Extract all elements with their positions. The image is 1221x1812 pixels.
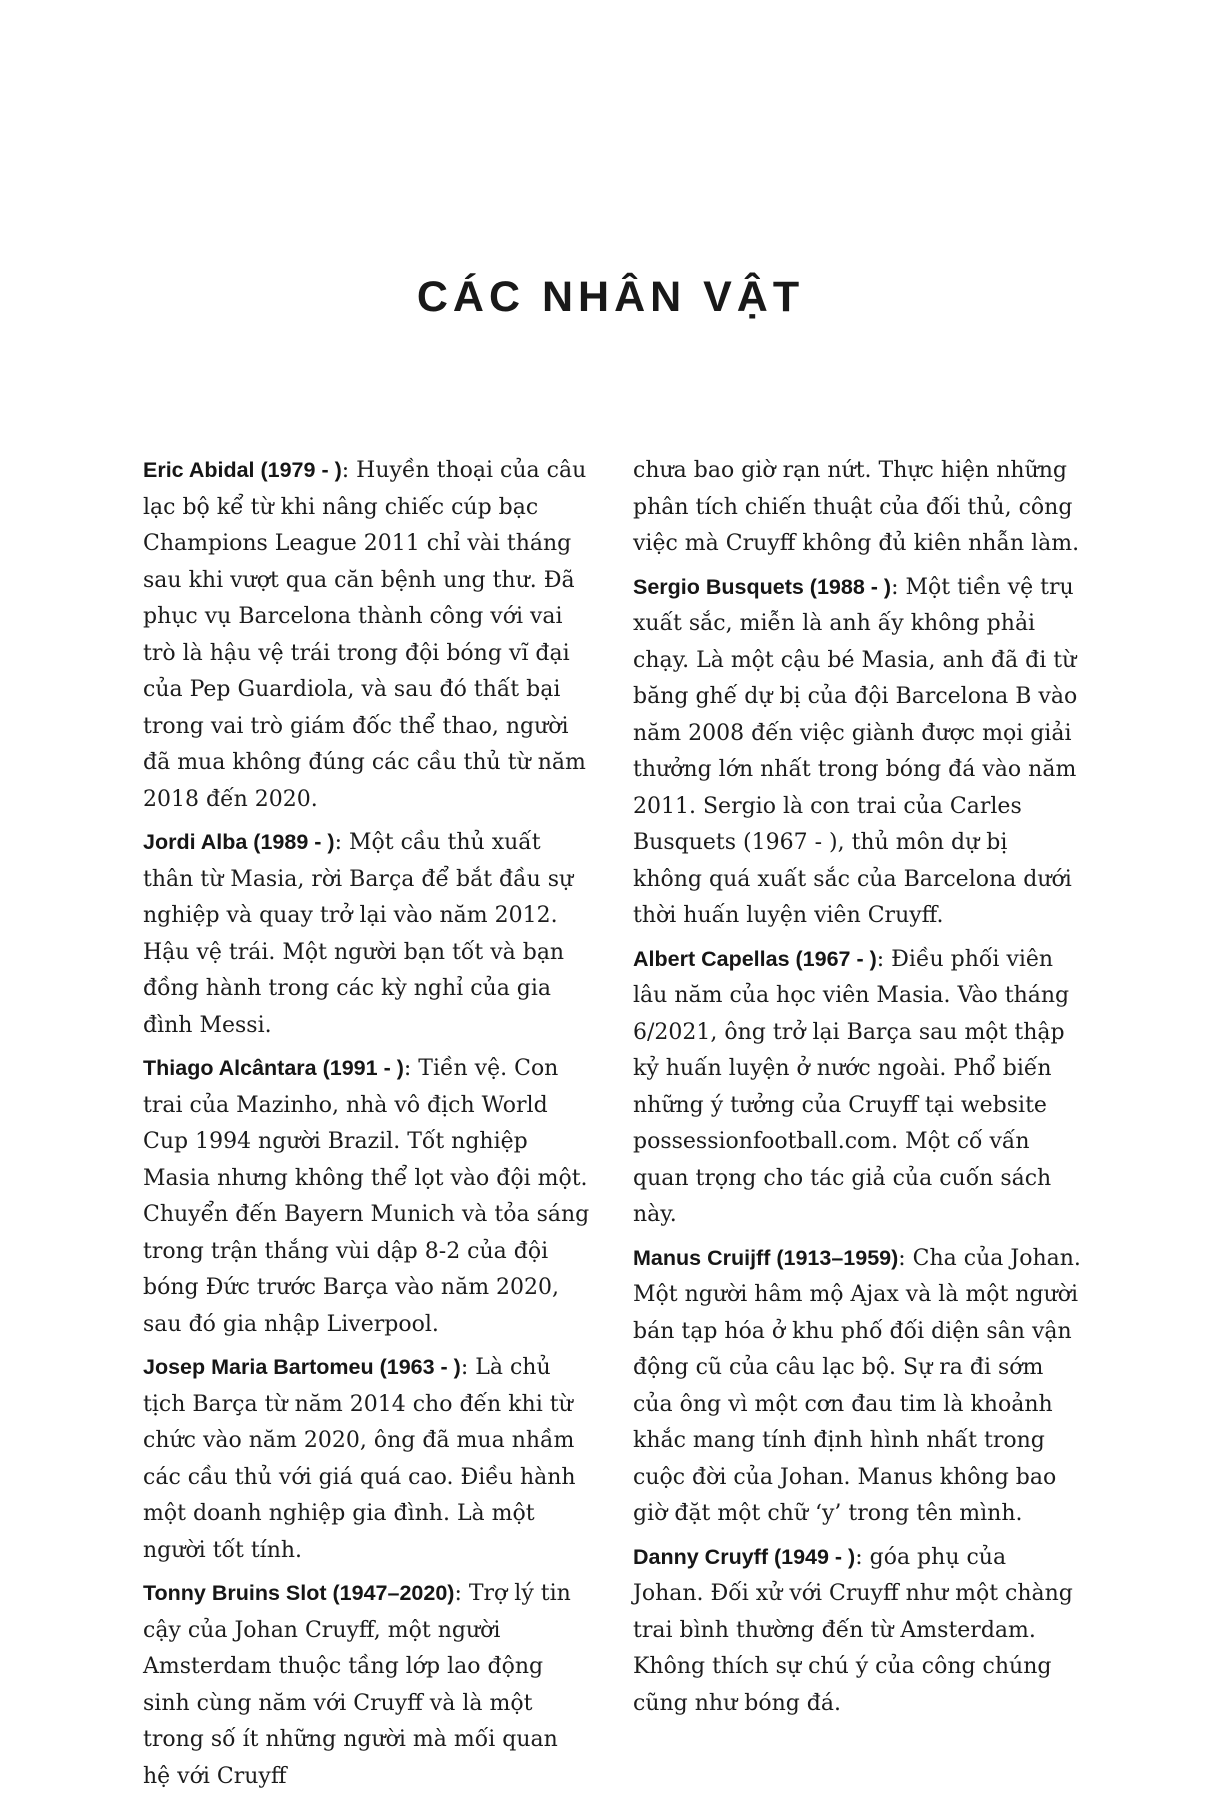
character-name: Manus Cruijff (1913–1959) [633,1245,899,1270]
character-description: : Tiền vệ. Con trai của Mazinho, nhà vô địch World Cup 1994 người Brazil. Tốt nghiệp Masia nhưng không thể lọt vào đội một. Chuyển đến Bayern Munich và tỏa sáng trong trận thắng vùi dập 8-2 của đội bóng Đức trước Barça vào năm 2020, sau đó gia nhập Liverpool. [143,1056,590,1337]
character-description: : Một tiền vệ trụ xuất sắc, miễn là anh ấy không phải chạy. Là một cậu bé Masia, anh đã đi từ băng ghế dự bị của đội Barcelona B vào năm 2008 đến việc giành được mọi giải thưởng lớn nhất trong bóng đá vào năm 2011. Sergio là con trai của Carles Busquets (1967 - ), thủ môn dự bị không quá xuất sắc của Barcelona dưới thời huấn luyện viên Cruyff. [633,574,1078,928]
character-description: : Huyền thoại của câu lạc bộ kể từ khi nâng chiếc cúp bạc Champions League 2011 chỉ vài tháng sau khi vượt qua căn bệnh ung thư. Đã phục vụ Barcelona thành công với vai trò là hậu vệ trái trong đội bóng vĩ đại của Pep Guardiola, và sau đó thất bại trong vai trò giám đốc thể thao, người đã mua không đúng các cầu thủ từ năm 2018 đến 2020. [143,458,587,812]
character-entry [633,1539,1081,1723]
character-entry [143,452,591,818]
character-description: : Là chủ tịch Barça từ năm 2014 cho đến khi từ chức vào năm 2020, ông đã mua nhầm các cầu thủ với giá quá cao. Điều hành một doanh nghiệp gia đình. Là một người tốt tính. [143,1355,576,1563]
character-entry-continuation [633,452,1081,563]
character-name: Tonny Bruins Slot (1947–2020) [143,1581,455,1605]
character-description: : Cha của Johan. Một người hâm mộ Ajax và là một người bán tạp hóa ở khu phố đối diện sân vận động cũ của câu lạc bộ. Sự ra đi sớm của ông vì một cơn đau tim là khoảnh khắc mang tính định hình nhất trong cuộc đời của Johan. Manus không bao giờ đặt một chữ ‘y’ trong tên mình. [633,1245,1081,1526]
left-column [143,452,591,1801]
character-name: Jordi Alba (1989 - ) [143,830,335,854]
two-column-text [143,452,1081,1801]
character-entry [143,1050,591,1343]
page-title: CÁC NHÂN VẬT [416,273,805,321]
character-description: : Trợ lý tin cậy của Johan Cruyff, một người Amsterdam thuộc tầng lớp lao động sinh cùng năm với Cruyff và là một trong số ít những người mà mối quan hệ với Cruyff [143,1581,571,1789]
character-entry [143,824,591,1044]
character-description: : Một cầu thủ xuất thân từ Masia, rời Barça để bắt đầu sự nghiệp và quay trở lại vào năm 2012. Hậu vệ trái. Một người bạn tốt và bạn đồng hành trong các kỳ nghỉ của gia đình Messi. [143,830,574,1038]
character-name: Albert Capellas (1967 - ) [633,946,877,971]
character-description: : Điều phối viên lâu năm của học viên Masia. Vào tháng 6/2021, ông trở lại Barça sau một thập kỷ huấn luyện ở nước ngoài. Phổ biến những ý tưởng của Cruyff tại website possessionfootball.com. Một cố vấn quan trọng cho tác giả của cuốn sách này. [633,946,1070,1227]
character-entry [143,1575,591,1795]
character-name: Thiago Alcântara (1991 - ) [143,1056,404,1080]
character-name: Sergio Busquets (1988 - ) [633,574,892,599]
character-name: Danny Cruyff (1949 - ) [633,1544,856,1569]
character-name: Eric Abidal (1979 - ) [143,458,342,482]
character-description: : góa phụ của Johan. Đối xử với Cruyff như một chàng trai bình thường đến từ Amsterdam. Không thích sự chú ý của công chúng cũng như bóng đá. [633,1544,1073,1716]
character-entry [633,941,1081,1234]
character-name: Josep Maria Bartomeu (1963 - ) [143,1355,461,1379]
character-entry [143,1349,591,1569]
character-description: chưa bao giờ rạn nứt. Thực hiện những phân tích chiến thuật của đối thủ, công việc mà Cruyff không đủ kiên nhẫn làm. [633,458,1080,556]
character-entry [633,569,1081,935]
character-entry [633,1240,1081,1533]
right-column [633,452,1081,1801]
